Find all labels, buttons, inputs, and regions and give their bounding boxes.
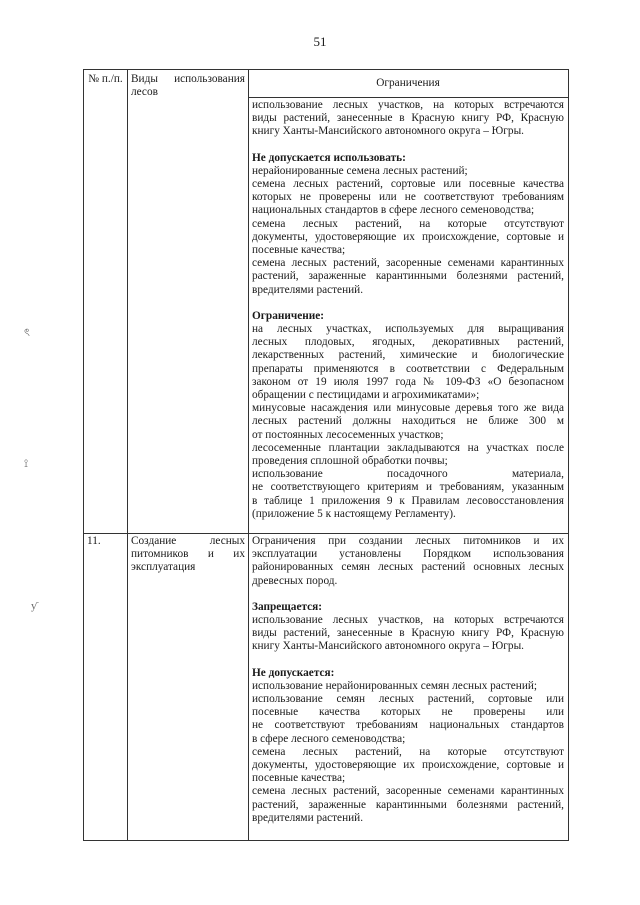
text-line: минусовые насаждения или минусовые деревья того же вида [252, 402, 564, 415]
text-line: книгу Ханты-Мансийского автономного округа – Югры. [252, 640, 524, 653]
page-number: 51 [313, 34, 327, 49]
text-line: посевные качества; [252, 244, 346, 257]
text-line: районированных семян лесных растений основных лесных [252, 561, 564, 574]
margin-mark: ƴ [31, 600, 37, 612]
text-line: использование лесных участков, на которых встречаются [252, 99, 564, 111]
text-line: законом от 19 июля 1997 года № 109-ФЗ «О безопасном [252, 375, 564, 388]
margin-mark: ⟟ [24, 458, 29, 470]
column-divider [248, 70, 249, 840]
text-line: посевные качества которых не проверены или [252, 706, 564, 719]
kind-line: Создание лесных [131, 535, 245, 547]
text-line: препараты применяются в соответствии с Федеральным [252, 362, 564, 375]
header-kind: Виды использования лесов [131, 73, 245, 99]
column-divider [127, 70, 128, 840]
text-line: обращении с пестицидами и агрохимикатами»; [252, 389, 480, 402]
text-line: древесных пород. [252, 574, 338, 587]
text-line: нерайонированные семена лесных растений; [252, 164, 468, 177]
text-line: в сфере лесного семеноводства; [252, 732, 406, 745]
text-line: лесных растений должны находиться не ближе 300 м [252, 415, 564, 428]
text-line: Ограничения при создании лесных питомников и их [252, 535, 564, 547]
header-restrictions: Ограничения [376, 77, 440, 89]
text-line: от постоянных лесосеменных участков; [252, 428, 444, 441]
text-line: лекарственных растений, химические и биологические [252, 349, 564, 362]
text-line: виды растений, занесенные в Красную книгу РФ, Красную [252, 112, 564, 125]
text-line: семена лесных растений, на которые отсутствуют [252, 217, 564, 230]
text-line: использование лесных участков, на которых встречаются [252, 614, 564, 627]
text-line: семена лесных растений, засоренные семенами карантинных [252, 257, 564, 270]
text-line: проведения сплошной обработки почвы; [252, 455, 448, 468]
text-line: лесосеменные плантации закладываются на участках после [252, 441, 564, 454]
text-line: в таблице 1 приложения 9 к Правилам лесовосстановления [252, 494, 564, 507]
text-line: Не допускается: [252, 666, 335, 679]
text-line: семена лесных растений, засоренные семенами карантинных [252, 785, 564, 798]
text-line: использование нерайонированных семян лесных растений; [252, 679, 538, 692]
header-divider-partial [248, 97, 568, 98]
text-line: вредителями растений. [252, 283, 364, 296]
row2-restrictions [252, 535, 564, 825]
text-line [252, 297, 564, 310]
text-line: которых не проверены или не соответствуют требованиям [252, 191, 564, 204]
text-line: не соответствующего критериям и требованиям, указанным [252, 481, 564, 494]
text-line: не соответствуют требованиям национальных стандартов [252, 719, 564, 732]
text-line: Ограничение: [252, 309, 325, 322]
text-line: посевные качества; [252, 772, 346, 785]
text-line: национальных стандартов в сфере лесного семеноводства; [252, 204, 535, 217]
text-line: на лесных участках, используемых для выращивания [252, 323, 564, 336]
text-line [252, 654, 564, 667]
header-number: № п./п. [88, 73, 123, 85]
text-line: эксплуатации установлены Порядком использования [252, 548, 564, 561]
text-line: документы, удостоверяющие их происхождение, сортовые и [252, 759, 564, 772]
text-line: Запрещается: [252, 600, 323, 613]
text-line [252, 139, 564, 152]
text-line: документы, удостоверяющие их происхождение, сортовые и [252, 230, 564, 243]
row2-number: 11. [87, 535, 101, 547]
text-line: лесных плодовых, ягодных, декоративных растений, [252, 336, 564, 349]
row2-kind [131, 535, 245, 575]
text-line: использование посадочного материала, [252, 468, 564, 481]
text-line: растений, зараженные карантинными болезнями растений, [252, 270, 564, 283]
kind-line: эксплуатация [131, 561, 196, 574]
text-line: использование семян лесных растений, сортовые или [252, 693, 564, 706]
text-line [252, 588, 564, 601]
text-line: Не допускается использовать: [252, 151, 406, 164]
margin-mark: ৎ [24, 327, 30, 339]
text-line: растений, зараженные карантинными болезнями растений, [252, 798, 564, 811]
text-line: (приложение 5 к настоящему Регламенту). [252, 507, 456, 520]
row-divider [84, 533, 568, 534]
text-line: вредителями растений. [252, 811, 364, 824]
text-line: семена лесных растений, на которые отсутствуют [252, 745, 564, 758]
text-line: виды растений, занесенные в Красную книгу РФ, Красную [252, 627, 564, 640]
kind-line: питомников и их [131, 548, 245, 561]
text-line: семена лесных растений, сортовые или посевные качества [252, 178, 564, 191]
row1-restrictions [252, 99, 564, 521]
text-line: книгу Ханты-Мансийского автономного округа – Югры. [252, 125, 524, 138]
restrictions-table [83, 69, 569, 841]
